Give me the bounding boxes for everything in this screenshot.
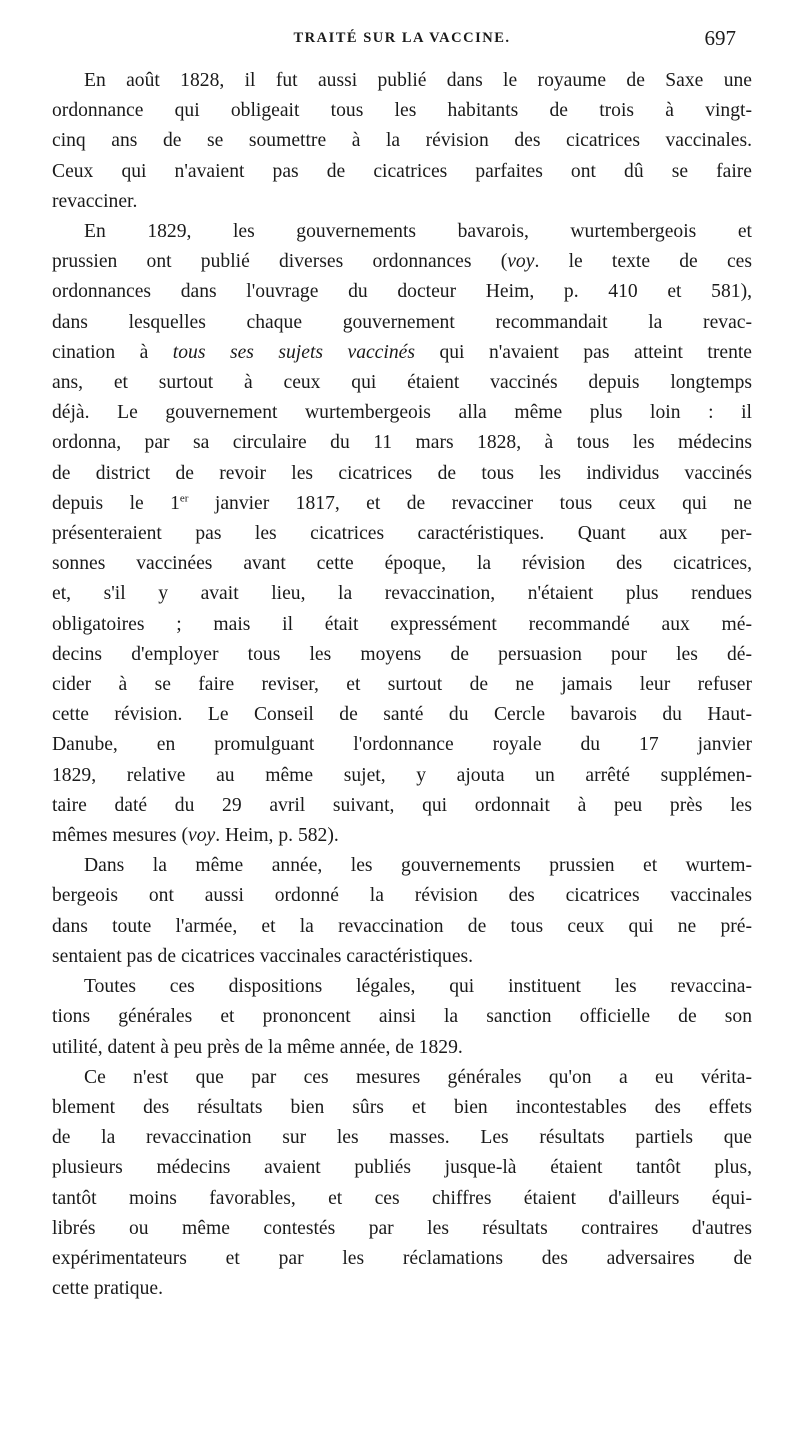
text-line: mêmes mesures (voy. Heim, p. 582). <box>52 825 339 847</box>
text-line: En août 1828, il fut aussi publié dans le royaume de Saxe une <box>84 70 752 91</box>
text-line: blement des résultats bien sûrs et bien incontestables des effets <box>52 1096 752 1118</box>
page-number: 697 <box>704 26 736 50</box>
text-line: decins d'employer tous les moyens de persuasion pour les dé- <box>52 643 752 665</box>
paragraph-armee <box>52 851 752 972</box>
body-text <box>52 66 752 1304</box>
text-line: taire daté du 29 avril suivant, qui ordonnait à peu près les <box>52 794 752 816</box>
running-title: TRAITÉ SUR LA VACCINE. <box>293 30 511 46</box>
text-line: ordonnances dans l'ouvrage du docteur Heim, p. 410 et 581), <box>52 281 752 303</box>
text-line: de la revaccination sur les masses. Les résultats partiels que <box>52 1127 752 1149</box>
document-page <box>52 28 752 1304</box>
text-line: dans toute l'armée, et la revaccination de tous ceux qui ne pré- <box>52 915 752 937</box>
text-line: déjà. Le gouvernement wurtembergeois alla même plus loin : il <box>52 402 752 424</box>
text-line: revacciner. <box>52 190 138 212</box>
text-line: utilité, datent à peu près de la même année, de 1829. <box>52 1036 463 1058</box>
paragraph-1829-ordonnances <box>52 217 752 851</box>
text-line: obligatoires ; mais il était expressément recommandé aux mé- <box>52 613 752 635</box>
text-line: Danube, en promulguant l'ordonnance royale du 17 janvier <box>52 734 752 756</box>
paragraph-dispositions <box>52 972 752 1063</box>
text-line: cider à se faire reviser, et surtout de ne jamais leur refuser <box>52 674 752 696</box>
text-line: tantôt moins favorables, et ces chiffres étaient d'ailleurs équi- <box>52 1187 752 1209</box>
text-line: Ceux qui n'avaient pas de cicatrices parfaites ont dû se faire <box>52 160 752 182</box>
text-line: cinq ans de se soumettre à la révision des cicatrices vaccinales. <box>52 130 752 152</box>
text-line: sentaient pas de cicatrices vaccinales caractéristiques. <box>52 945 474 967</box>
text-line: plusieurs médecins avaient publiés jusque-là étaient tantôt plus, <box>52 1157 752 1179</box>
text-line: tions générales et prononcent ainsi la sanction officielle de son <box>52 1006 752 1028</box>
text-line: prussien ont publié diverses ordonnances (voy. le texte de ces <box>52 251 752 273</box>
text-line: cination à tous ses sujets vaccinés qui n'avaient pas atteint trente <box>52 341 753 363</box>
text-line: Ce n'est que par ces mesures générales qu'on a eu vérita- <box>84 1066 752 1088</box>
text-line: cette révision. Le Conseil de santé du Cercle bavarois du Haut- <box>52 704 752 726</box>
text-line: dans lesquelles chaque gouvernement recommandait la revac- <box>52 311 752 333</box>
text-line: Dans la même année, les gouvernements prussien et wurtem- <box>84 855 752 877</box>
text-line: bergeois ont aussi ordonné la révision des cicatrices vaccinales <box>52 885 752 907</box>
text-line: de district de revoir les cicatrices de tous les individus vaccinés <box>52 462 752 484</box>
text-line: Toutes ces dispositions légales, qui instituent les revaccina- <box>84 976 752 998</box>
text-line: ordonnance qui obligeait tous les habitants de trois à vingt- <box>52 100 752 122</box>
text-line: librés ou même contestés par les résultats contraires d'autres <box>52 1217 752 1239</box>
text-line: 1829, relative au même sujet, y ajouta un arrêté supplémen- <box>52 764 752 786</box>
running-header <box>52 28 752 66</box>
paragraph-resultats <box>52 1063 752 1305</box>
text-line: ans, et surtout à ceux qui étaient vaccinés depuis longtemps <box>52 372 752 394</box>
text-line: En 1829, les gouvernements bavarois, wurtembergeois et <box>84 221 752 243</box>
paragraph-saxe <box>52 66 752 217</box>
text-line: ordonna, par sa circulaire du 11 mars 1828, à tous les médecins <box>52 432 752 454</box>
text-line: depuis le 1er janvier 1817, et de revacciner tous ceux qui ne <box>52 492 753 514</box>
text-line: présenteraient pas les cicatrices caractéristiques. Quant aux per- <box>52 523 752 545</box>
text-line: cette pratique. <box>52 1278 163 1300</box>
text-line: sonnes vaccinées avant cette époque, la révision des cicatrices, <box>52 553 752 575</box>
text-line: et, s'il y avait lieu, la revaccination, n'étaient plus rendues <box>52 583 752 605</box>
text-line: expérimentateurs et par les réclamations des adversaires de <box>52 1247 752 1269</box>
